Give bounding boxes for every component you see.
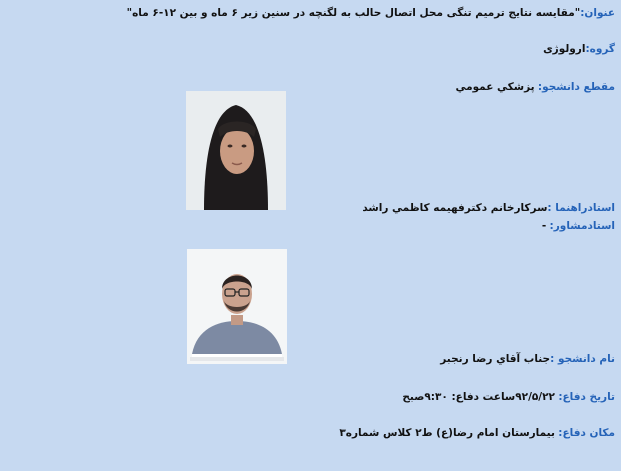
group-row xyxy=(543,42,615,56)
title-label: عنوان: xyxy=(580,7,615,19)
student-label: نام دانشجو : xyxy=(550,353,615,365)
defense-date-row xyxy=(402,390,615,404)
degree-row xyxy=(455,80,615,94)
supervisor-row xyxy=(362,201,615,215)
advisor-row xyxy=(542,219,615,233)
man-portrait-icon xyxy=(187,249,287,364)
woman-portrait-icon xyxy=(186,91,286,210)
group-label: گروه: xyxy=(585,43,615,55)
defense-place-row xyxy=(339,426,615,440)
advisor-value: - xyxy=(541,220,547,232)
degree-label: مقطع دانشجو: xyxy=(537,81,615,93)
supervisor-photo xyxy=(186,91,286,210)
student-photo xyxy=(187,249,287,364)
student-row xyxy=(440,352,615,366)
title-row xyxy=(127,6,615,20)
student-value: جناب آقاي رضا رنجبر xyxy=(440,353,551,365)
supervisor-value: سرکارخانم دکترفهیمه کاظمي راشد xyxy=(362,202,548,214)
degree-value: پزشکي عمومي xyxy=(455,81,535,93)
defense-place-label: مکان دفاع: xyxy=(558,427,615,439)
group-value: ارولوژی xyxy=(543,43,586,55)
title-value: "مقایسه نتایج ترمیم تنگی محل اتصال حالب به لگنچه در سنین زیر ۶ ماه و بین ۱۲-۶ ماه" xyxy=(126,7,581,19)
defense-date-value: ۹۲/۵/۲۲ساعت دفاع: ۹:۳۰صبح xyxy=(402,391,555,403)
defense-date-label: تاریخ دفاع: xyxy=(558,391,615,403)
advisor-label: استادمشاور: xyxy=(549,220,615,232)
supervisor-label: استادراهنما : xyxy=(547,202,615,214)
defense-place-value: بیمارستان امام رضا(ع) ط۲ کلاس شماره۳ xyxy=(339,427,555,439)
